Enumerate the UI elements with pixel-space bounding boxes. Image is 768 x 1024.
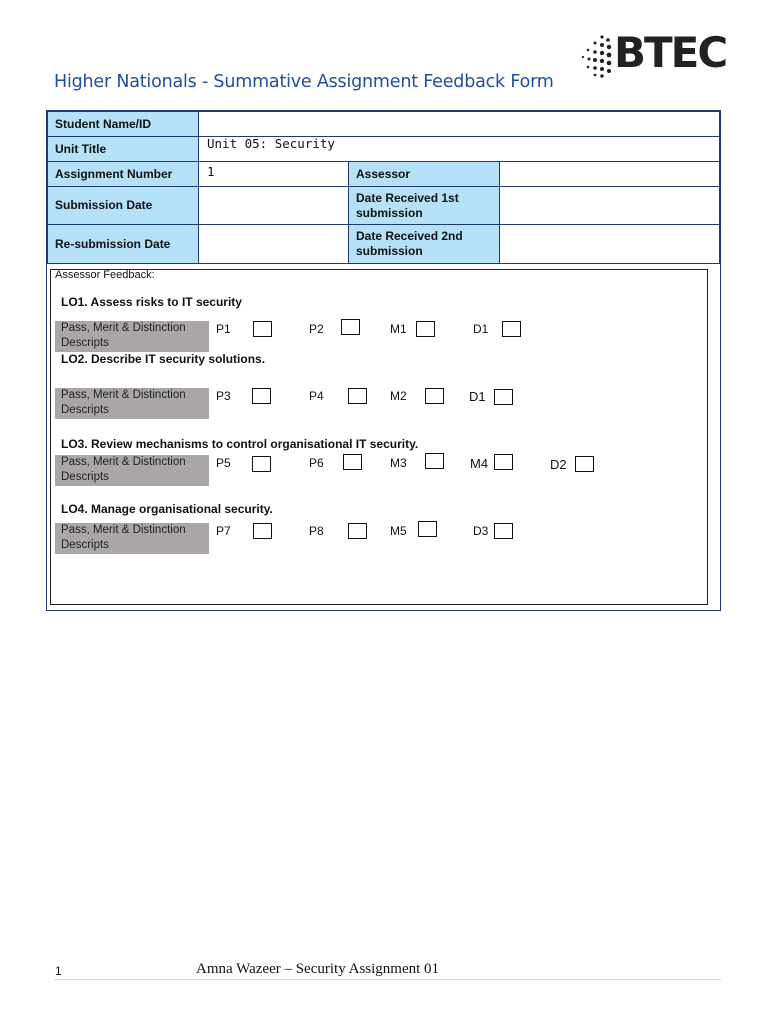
criterion-label: M5: [390, 524, 407, 538]
lo3-title: LO3. Review mechanisms to control organisational IT security.: [61, 437, 419, 451]
footer-divider: [54, 979, 721, 980]
criterion-label: P7: [216, 524, 231, 538]
criterion-checkbox[interactable]: [348, 388, 367, 404]
assessor-label: Assessor: [348, 161, 500, 187]
criterion-label: M3: [390, 456, 407, 470]
criterion-checkbox[interactable]: [252, 456, 271, 472]
criterion-label: M2: [390, 389, 407, 403]
criterion-label: D1: [473, 322, 489, 336]
date-received-2nd-field[interactable]: [499, 224, 720, 264]
resubmission-date-label: Re-submission Date: [47, 224, 199, 264]
criterion-checkbox[interactable]: [253, 523, 272, 539]
lo4-title: LO4. Manage organisational security.: [61, 502, 273, 516]
student-name-field[interactable]: [198, 111, 720, 137]
criterion-label: P2: [309, 322, 324, 336]
criterion-checkbox[interactable]: [575, 456, 594, 472]
submission-date-label: Submission Date: [47, 186, 199, 225]
criterion-label: P5: [216, 456, 231, 470]
criterion-checkbox[interactable]: [494, 523, 513, 539]
resubmission-date-field[interactable]: [198, 224, 349, 264]
lo4-descripts-label: Pass, Merit & Distinction Descripts: [55, 523, 209, 554]
assignment-number-label: Assignment Number: [47, 161, 199, 187]
lo2-title: LO2. Describe IT security solutions.: [61, 352, 266, 366]
assignment-number-field[interactable]: 1: [198, 161, 349, 187]
criterion-checkbox[interactable]: [418, 521, 437, 537]
assessor-field[interactable]: [499, 161, 720, 187]
footer-text: Amna Wazeer – Security Assignment 01: [196, 961, 440, 977]
criterion-label: P6: [309, 456, 324, 470]
criterion-checkbox[interactable]: [494, 389, 513, 405]
logo-text: BTEC: [614, 28, 727, 77]
criterion-checkbox[interactable]: [341, 319, 360, 335]
lo1-descripts-label: Pass, Merit & Distinction Descripts: [55, 321, 209, 352]
criterion-label: P4: [309, 389, 324, 403]
criterion-checkbox[interactable]: [416, 321, 435, 337]
unit-title-label: Unit Title: [47, 136, 199, 162]
criterion-label: M4: [470, 456, 489, 471]
assessor-feedback-label: Assessor Feedback:: [55, 269, 155, 281]
submission-date-field[interactable]: [198, 186, 349, 225]
dots-icon: [580, 34, 614, 80]
date-received-1st-field[interactable]: [499, 186, 720, 225]
lo2-descripts-label: Pass, Merit & Distinction Descripts: [55, 388, 209, 419]
criterion-label: P8: [309, 524, 324, 538]
criterion-checkbox[interactable]: [502, 321, 521, 337]
date-received-2nd-label: Date Received 2nd submission: [348, 224, 500, 264]
criterion-label: D3: [473, 524, 489, 538]
criterion-checkbox[interactable]: [253, 321, 272, 337]
criterion-checkbox[interactable]: [348, 523, 367, 539]
student-name-label: Student Name/ID: [47, 111, 199, 137]
lo3-descripts-label: Pass, Merit & Distinction Descripts: [55, 455, 209, 486]
criterion-label: D2: [550, 457, 567, 472]
date-received-1st-label: Date Received 1st submission: [348, 186, 500, 225]
criterion-label: D1: [469, 389, 486, 404]
criterion-label: P3: [216, 389, 231, 403]
page-title: Higher Nationals - Summative Assignment Feedback Form: [54, 72, 554, 92]
criterion-checkbox[interactable]: [343, 454, 362, 470]
criterion-label: M1: [390, 322, 407, 336]
criterion-checkbox[interactable]: [252, 388, 271, 404]
criterion-checkbox[interactable]: [494, 454, 513, 470]
btec-logo: [580, 28, 730, 82]
criterion-label: P1: [216, 322, 231, 336]
criterion-checkbox[interactable]: [425, 453, 444, 469]
unit-title-field[interactable]: Unit 05: Security: [198, 136, 720, 162]
criterion-checkbox[interactable]: [425, 388, 444, 404]
lo1-title: LO1. Assess risks to IT security: [61, 295, 242, 309]
page-number: 1: [55, 964, 62, 978]
